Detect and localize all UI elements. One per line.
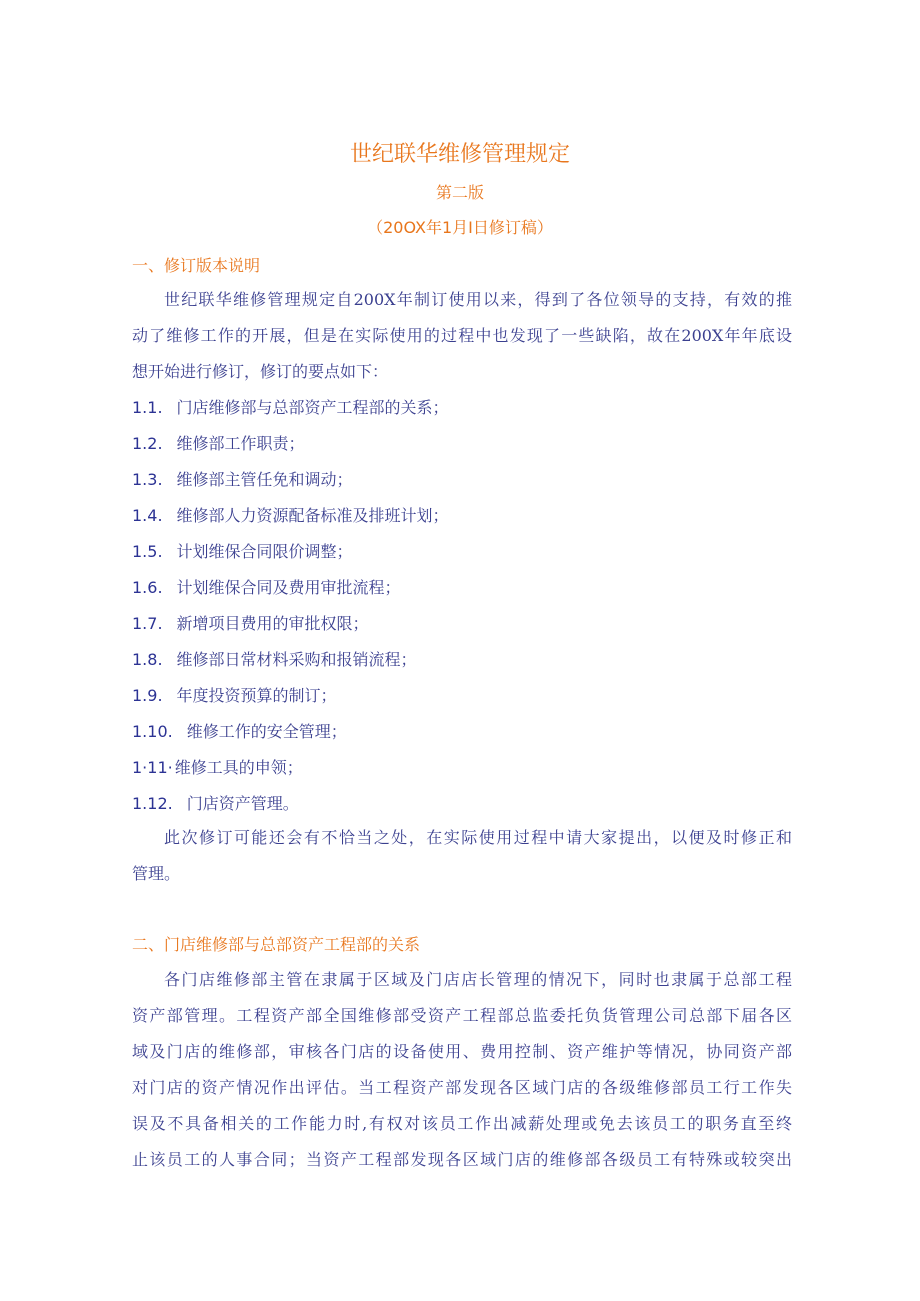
- section2-body: [132, 962, 792, 1178]
- section1-heading: 一、修订版本说明: [132, 256, 261, 275]
- closing-line: 管理。: [132, 864, 181, 883]
- list-item: [132, 466, 353, 494]
- body-line: 域及门店的维修部，审核各门店的设备使用、费用控制、资产维护等情况，协同资产部: [132, 1042, 792, 1061]
- document-title: 世纪联华维修管理规定: [349, 142, 570, 167]
- intro-line: 想开始进行修订，修订的要点如下：: [132, 362, 389, 381]
- item-number: 1.7.: [132, 614, 163, 633]
- body-line: 误及不具备相关的工作能力时,有权对该员工作出减薪处理或免去该员工的职务直至终: [132, 1114, 792, 1133]
- body-line: 止该员工的人事合同；当资产工程部发现各区域门店的维修部各级员工有特殊或较突出: [132, 1150, 792, 1169]
- section1-closing: [132, 820, 792, 892]
- item-number: 1.5.: [132, 542, 163, 561]
- intro-line: 世纪联华维修管理规定自200X年制订使用以来，得到了各位领导的支持，有效的推: [164, 290, 792, 309]
- item-text: 维修部人力资源配备标准及排班计划；: [176, 506, 449, 525]
- list-item: [132, 646, 417, 674]
- list-item: [132, 538, 353, 566]
- document-edition: 第二版: [435, 183, 484, 202]
- item-number: 1.9.: [132, 686, 163, 705]
- closing-line: 此次修订可能还会有不恰当之处，在实际使用过程中请大家提出，以便及时修正和: [164, 828, 792, 847]
- item-number: 1.4.: [132, 506, 163, 525]
- list-item: [132, 610, 369, 638]
- revision-date: （20OX年1月I日修订稿）: [367, 218, 553, 237]
- item-number: 1.3.: [132, 470, 163, 489]
- body-line: 各门店维修部主管在隶属于区域及门店店长管理的情况下，同时也隶属于总部工程: [164, 970, 792, 989]
- list-item: [132, 394, 449, 422]
- item-text: 计划维保合同限价调整；: [176, 542, 353, 561]
- item-text: 门店资产管理。: [186, 794, 299, 813]
- list-item: [132, 682, 337, 710]
- list-item: [132, 502, 449, 530]
- item-text: 维修工作的安全管理；: [186, 722, 347, 741]
- item-number: 1.2.: [132, 434, 163, 453]
- list-item: [132, 790, 299, 818]
- item-text: 新增项目费用的审批权限；: [176, 614, 369, 633]
- section1-intro: [132, 282, 792, 390]
- item-text: 年度投资预算的制订；: [176, 686, 337, 705]
- item-text: 维修部日常材料采购和报销流程；: [176, 650, 417, 669]
- item-number: 1.1.: [132, 398, 163, 417]
- item-number: 1.12.: [132, 794, 173, 813]
- item-text: 维修工具的申领；: [174, 758, 303, 777]
- item-number: 1·11·: [132, 758, 173, 777]
- item-text: 计划维保合同及费用审批流程；: [176, 578, 401, 597]
- list-item: [132, 574, 401, 602]
- list-item: [132, 718, 347, 746]
- body-line: 资产部管理。工程资产部全国维修部受资产工程部总监委托负货管理公司总部下届各区: [132, 1006, 792, 1025]
- list-item: [132, 754, 303, 782]
- body-line: 对门店的资产情况作出评估。当工程资产部发现各区域门店的各级维修部员工行工作失: [132, 1078, 792, 1097]
- item-text: 维修部主管任免和调动；: [176, 470, 353, 489]
- item-text: 门店维修部与总部资产工程部的关系；: [176, 398, 449, 417]
- intro-line: 动了维修工作的开展，但是在实际使用的过程中也发现了一些缺陷，故在200X年年底设: [132, 326, 792, 345]
- item-number: 1.8.: [132, 650, 163, 669]
- item-number: 1.6.: [132, 578, 163, 597]
- item-number: 1.10.: [132, 722, 173, 741]
- item-text: 维修部工作职责；: [176, 434, 305, 453]
- section2-heading: 二、门店维修部与总部资产工程部的关系: [132, 935, 421, 954]
- list-item: [132, 430, 305, 458]
